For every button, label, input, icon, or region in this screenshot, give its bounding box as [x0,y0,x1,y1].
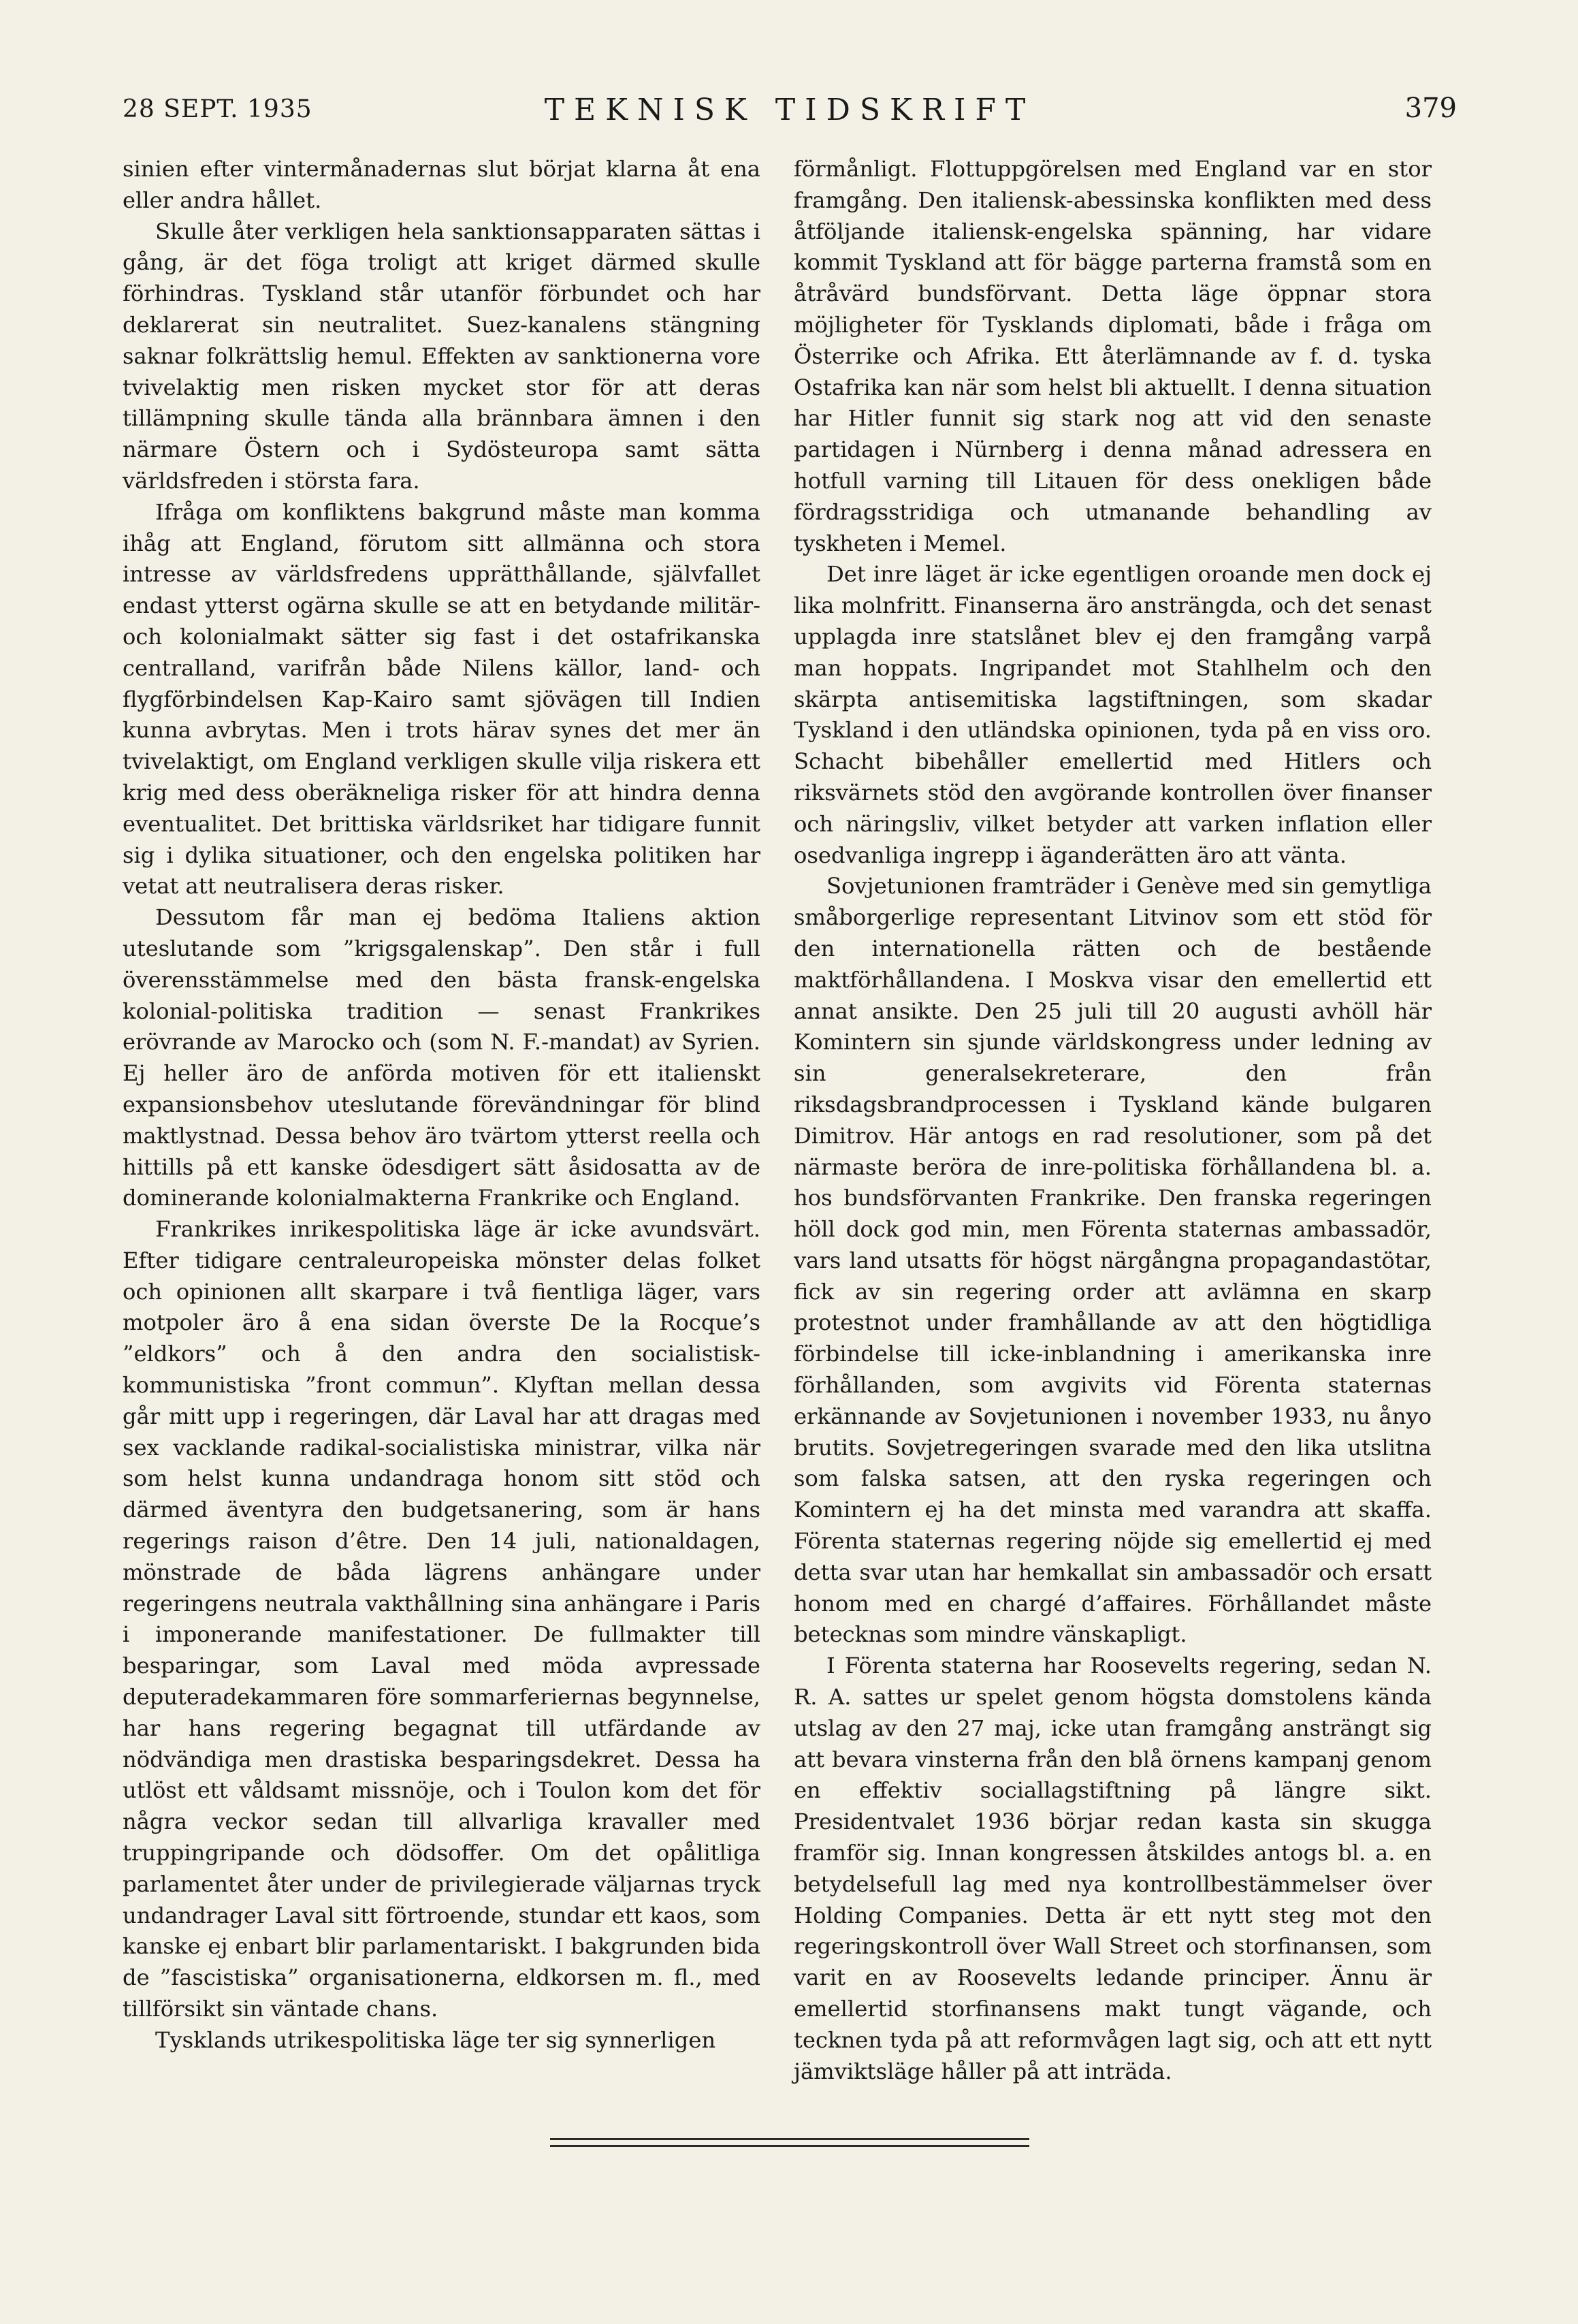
paragraph: Sovjetunionen framträder i Genève med sin gemytliga småborgerlige representant Litvinov som ett stöd för den internationella rätten och de bestående maktförhållandena. I Moskva visar den emellertid ett annat ansikte. Den 25 juli till 20 augusti avhöll här Komintern sin sjunde världskongress under ledning av sin generalsekreterare, den från riksdagsbrandprocessen i Tyskland kände bulgaren Dimitrov. Här antogs en rad resolutioner, som på det närmaste beröra de inre-politiska förhållandena bl. a. hos bundsförvanten Frankrike. Den franska regeringen höll dock god min, men Förenta staternas ambassadör, vars land utsatts för högst närgångna propagandastötar, fick av sin regering order att avlämna en skarp protestnot under framhållande av att den högtidliga förbindelse till icke-inblandning i amerikanska inre förhållanden, som avgivits vid Förenta staternas erkännande av Sovjetunionen i november 1933, nu ånyo brutits. Sovjetregeringen svarade med den lika utslitna som falska satsen, att den ryska regeringen och Komintern ej ha det minsta med varandra att skaffa. Förenta staternas regering nöjde sig emellertid ej med detta svar utan har hemkallat sin ambassadör och ersatt honom med en chargé d’affaires. Förhållandet måste betecknas som mindre vänskapligt. [794,873,1432,1648]
paragraph: I Förenta staterna har Roosevelts regering, sedan N. R. A. sattes ur spelet genom högsta domstolens kända utslag av den 27 maj, icke utan framgång ansträngt sig att bevara vinsterna från den blå örnens kampanj genom en effektiv sociallagstiftning på längre sikt. Presidentvalet 1936 börjar redan kasta sin skugga framför sig. Innan kongressen åtskildes antogs bl. a. en betydelsefull lag med nya kontrollbestämmelser över Holding Companies. Detta är ett nytt steg mot den regeringskontroll över Wall Street och storfinansen, som varit en av Roosevelts ledande principer. Ännu är emellertid storfinansens makt tungt vägande, och tecknen tyda på att reformvågen lagt sig, och att ett nytt jämviktsläge håller på att inträda. [794,1653,1432,2084]
paragraph: Skulle åter verkligen hela sanktionsapparaten sättas i gång, är det föga troligt att kriget därmed skulle förhindras. Tyskland står utanför förbundet och har deklarerat sin neutralitet. Suez-kanalens stängning saknar folkrättslig hemul. Effekten av sanktionerna vore tvivelaktig men risken mycket stor för att deras tillämpning skulle tända alla brännbara ämnen i den närmare Östern och i Sydösteuropa samt sätta världsfreden i största fara. [123,218,760,494]
paragraph: Frankrikes inrikespolitiska läge är icke avundsvärt. Efter tidigare centraleuropeiska mönster delas folket och opinionen allt skarpare i två fientliga läger, vars motpoler äro å ena sidan överste De la Rocque’s ”eldkors” och å den andra den socialistisk-kommunistiska ”front commun”. Klyftan mellan dessa går mitt upp i regeringen, där Laval har att dragas med sex vacklande radikal-socialistiska ministrar, vilka när som helst kunna undandraga honom sitt stöd och därmed äventyra den budgetsanering, som är hans regerings raison d’être. Den 14 juli, nationaldagen, mönstrade de båda lägrens anhängare under regeringens neutrala vakthållning sina anhängare i Paris i imponerande manifestationer. De fullmakter till besparingar, som Laval med möda avpressade deputeradekammaren före sommarferiernas begynnelse, har hans regering begagnat till utfärdande av nödvändiga men drastiska besparingsdekret. Dessa ha utlöst ett våldsamt missnöje, och i Toulon kom det för några veckor sedan till allvarliga kravaller med truppingripande och dödsoffer. Om det opålitliga parlamentet åter under de privilegierade väljarnas tryck undandrager Laval sitt förtroende, stundar ett kaos, som kanske ej enbart blir parlamentariskt. I bakgrunden bida de ”fascistiska” organisationerna, eldkorsen m. fl., med tillförsikt sin väntade chans. [123,1216,760,2022]
paragraph: Det inre läget är icke egentligen oroande men dock ej lika molnfritt. Finanserna äro ansträngda, och det senast upplagda inre statslånet blev ej den framgång varpå man hoppats. Ingripandet mot Stahlhelm och den skärpta antisemitiska lagstiftningen, som skadar Tyskland i den utländska opinionen, tyda på en viss oro. Schacht bibehåller emellertid med Hitlers och riksvärnets stöd den avgörande kontrollen över finanser och näringsliv, vilket betyder att varken inflation eller osedvanliga ingrepp i äganderätten äro att vänta. [794,561,1432,868]
issue-date: 28 SEPT. 1935 [123,95,312,123]
right-column [794,154,1432,2087]
left-column [123,154,760,2056]
page-number: 379 [1404,93,1457,124]
end-rule-bottom [550,2145,1029,2147]
paragraph: Dessutom får man ej bedöma Italiens aktion uteslutande som ”krigsgalenskap”. Den står i full överensstämmelse med den bästa fransk-engelska kolonial-politiska tradition — senast Frankrikes erövrande av Marocko och (som N. F.-mandat) av Syrien. Ej heller äro de anförda motiven för ett italienskt expansionsbehov uteslutande förevändningar för blind maktlystnad. Dessa behov äro tvärtom ytterst reella och hittills på ett kanske ödesdigert sätt åsidosatta av de dominerande kolonialmakterna Frankrike och England. [123,904,760,1211]
end-rule-top [550,2138,1029,2140]
paragraph: förmånligt. Flottuppgörelsen med England var en stor framgång. Den italiensk-abessinska konflikten med dess åtföljande italiensk-engelska spänning, har vidare kommit Tyskland att för bägge parterna framstå som en åtråvärd bundsförvant. Detta läge öppnar stora möjligheter för Tysklands diplomati, både i fråga om Österrike och Afrika. Ett återlämnande av f. d. tyska Ostafrika kan när som helst bli aktuellt. I denna situation har Hitler funnit sig stark nog att vid den senaste partidagen i Nürnberg i denna månad adressera en hotfull varning till Litauen för dess onekligen både fördragsstridiga och utmanande behandling av tyskheten i Memel. [794,156,1432,556]
paragraph: sinien efter vintermånadernas slut börjat klarna åt ena eller andra hållet. [123,156,760,213]
paragraph: Ifråga om konfliktens bakgrund måste man komma ihåg att England, förutom sitt allmänna och stora intresse av världsfredens upprätthållande, självfallet endast ytterst ogärna skulle se att en betydande militär- och kolonialmakt sätter sig fast i det ostafrikanska centralland, varifrån både Nilens källor, land- och flygförbindelsen Kap-Kairo samt sjövägen till Indien kunna avbrytas. Men i trots härav synes det mer än tvivelaktigt, om England verkligen skulle vilja riskera ett krig med dess oberäkneliga risker för att hindra denna eventualitet. Det brittiska världsriket har tidigare funnit sig i dylika situationer, och den engelska politiken har vetat att neutralisera deras risker. [123,498,760,900]
paragraph: Tysklands utrikespolitiska läge ter sig synnerligen [155,2026,716,2053]
journal-title: TEKNISK TIDSKRIFT [544,93,1035,127]
page-header [123,95,1457,129]
